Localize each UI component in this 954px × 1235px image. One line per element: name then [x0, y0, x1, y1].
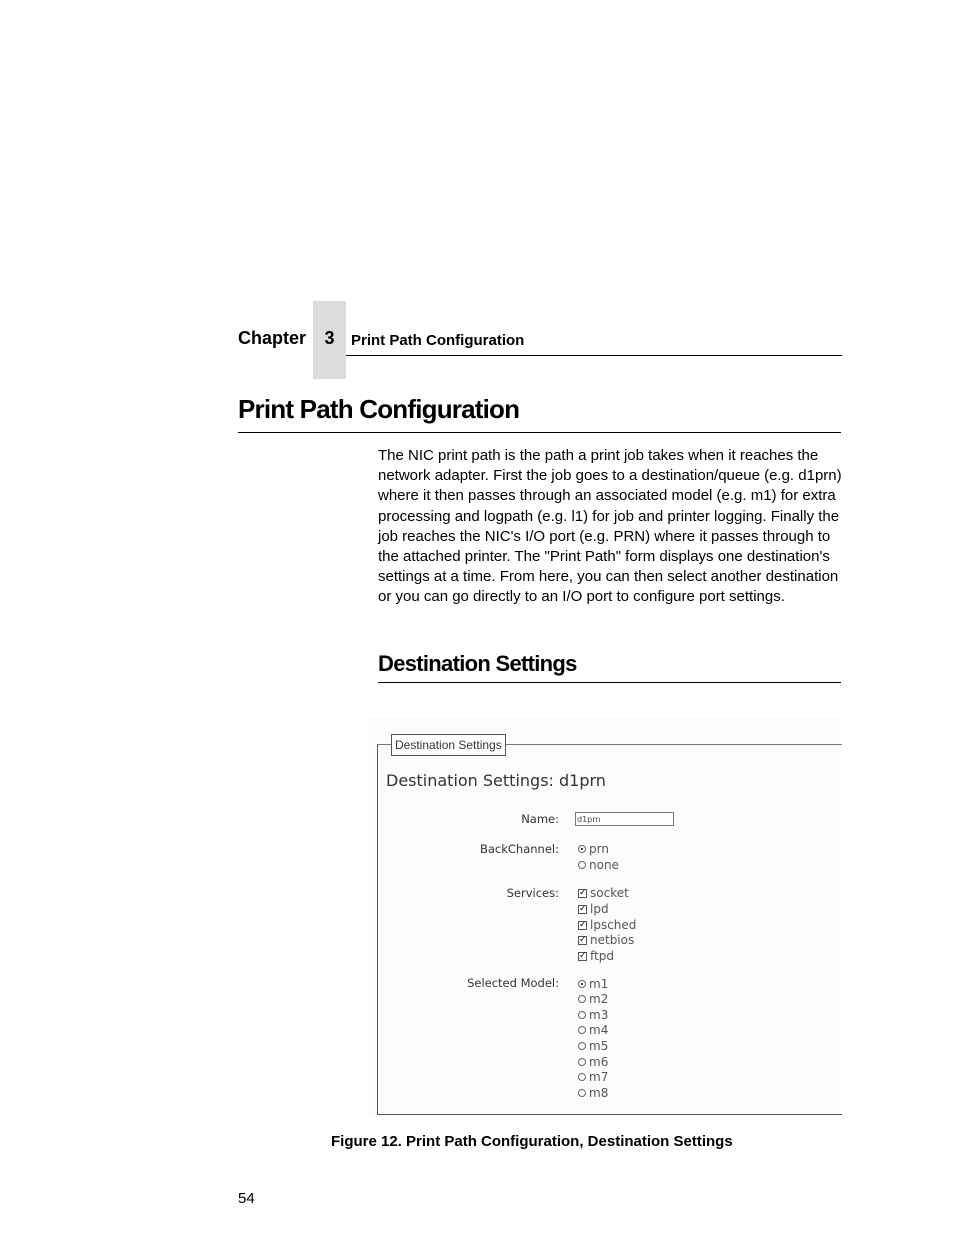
radio-icon[interactable] — [578, 1073, 586, 1081]
radio-selected-icon[interactable] — [578, 980, 586, 988]
radio-icon[interactable] — [578, 995, 586, 1003]
radio-icon[interactable] — [578, 1026, 586, 1034]
name-label: Name: — [521, 812, 559, 826]
backchannel-option[interactable] — [578, 858, 619, 872]
checkbox-checked-icon[interactable]: ✓ — [579, 919, 587, 930]
subsection-title: Destination Settings — [378, 651, 577, 676]
model-option[interactable] — [578, 1039, 608, 1053]
model-option[interactable] — [578, 1008, 608, 1022]
chapter-label: Chapter — [238, 328, 307, 348]
subsection-rule — [378, 682, 841, 683]
option-label: m4 — [589, 1023, 609, 1037]
section-title: Print Path Configuration — [238, 394, 520, 424]
page-number: 54 — [238, 1190, 255, 1207]
option-label: none — [589, 858, 619, 872]
model-option[interactable] — [578, 977, 608, 991]
service-option[interactable] — [578, 933, 634, 947]
option-label: m6 — [589, 1055, 609, 1069]
service-option[interactable] — [578, 949, 614, 963]
checkbox-checked-icon[interactable]: ✓ — [579, 934, 587, 945]
option-label: m1 — [589, 977, 609, 991]
radio-icon[interactable] — [578, 1042, 586, 1050]
option-label: lpsched — [590, 918, 637, 932]
option-label: m8 — [589, 1086, 609, 1100]
backchannel-option[interactable] — [578, 842, 609, 856]
checkbox-checked-icon[interactable]: ✓ — [579, 887, 587, 898]
option-label: prn — [589, 842, 609, 856]
model-option[interactable] — [578, 1086, 608, 1100]
backchannel-label: BackChannel: — [479, 842, 559, 856]
model-option[interactable] — [578, 992, 608, 1006]
service-option[interactable] — [578, 918, 636, 932]
section-body: The NIC print path is the path a print job takes when it reaches the network adapter. First the job goes to a destination/queue (e.g. d1prn) where it then passes through an associated model (e.g. m1) for extra processing and logpath (e.g. l1) for job and printer logging. Finally the job reaches the NIC's I/O port (e.g. PRN) where it passes through to the attached printer. The "Print Path" form displays one destination's settings at a time. From here, you can then select another destination or you can go directly to an I/O port to configure port settings. — [378, 447, 842, 606]
chapter-number: 3 — [324, 328, 335, 348]
radio-icon[interactable] — [578, 1011, 586, 1019]
model-option[interactable] — [578, 1070, 608, 1084]
option-label: m7 — [589, 1070, 609, 1084]
option-label: socket — [590, 886, 629, 900]
figure-caption: Figure 12. Print Path Configuration, Destination Settings — [331, 1133, 733, 1150]
checkbox-checked-icon[interactable]: ✓ — [579, 903, 587, 914]
service-option[interactable] — [578, 902, 609, 916]
radio-icon[interactable] — [578, 1089, 586, 1097]
header-rule — [346, 355, 842, 356]
model-option[interactable] — [578, 1055, 608, 1069]
chapter-title: Print Path Configuration — [351, 332, 525, 349]
option-label: lpd — [590, 902, 609, 916]
model-label: Selected Model: — [467, 976, 559, 990]
checkbox-checked-icon[interactable]: ✓ — [579, 950, 587, 961]
fieldset-legend: Destination Settings — [391, 734, 506, 756]
services-label: Services: — [506, 886, 559, 900]
radio-icon[interactable] — [578, 1058, 586, 1066]
option-label: m3 — [589, 1008, 609, 1022]
name-input[interactable]: d1prn — [575, 812, 674, 826]
section-rule — [238, 432, 841, 433]
radio-icon[interactable] — [578, 861, 586, 869]
form-title: Destination Settings: d1prn — [386, 771, 606, 790]
radio-selected-icon[interactable] — [578, 845, 586, 853]
option-label: ftpd — [590, 949, 614, 963]
model-option[interactable] — [578, 1023, 608, 1037]
option-label: m5 — [589, 1039, 609, 1053]
option-label: m2 — [589, 992, 609, 1006]
option-label: netbios — [590, 933, 635, 947]
service-option[interactable] — [578, 886, 629, 900]
